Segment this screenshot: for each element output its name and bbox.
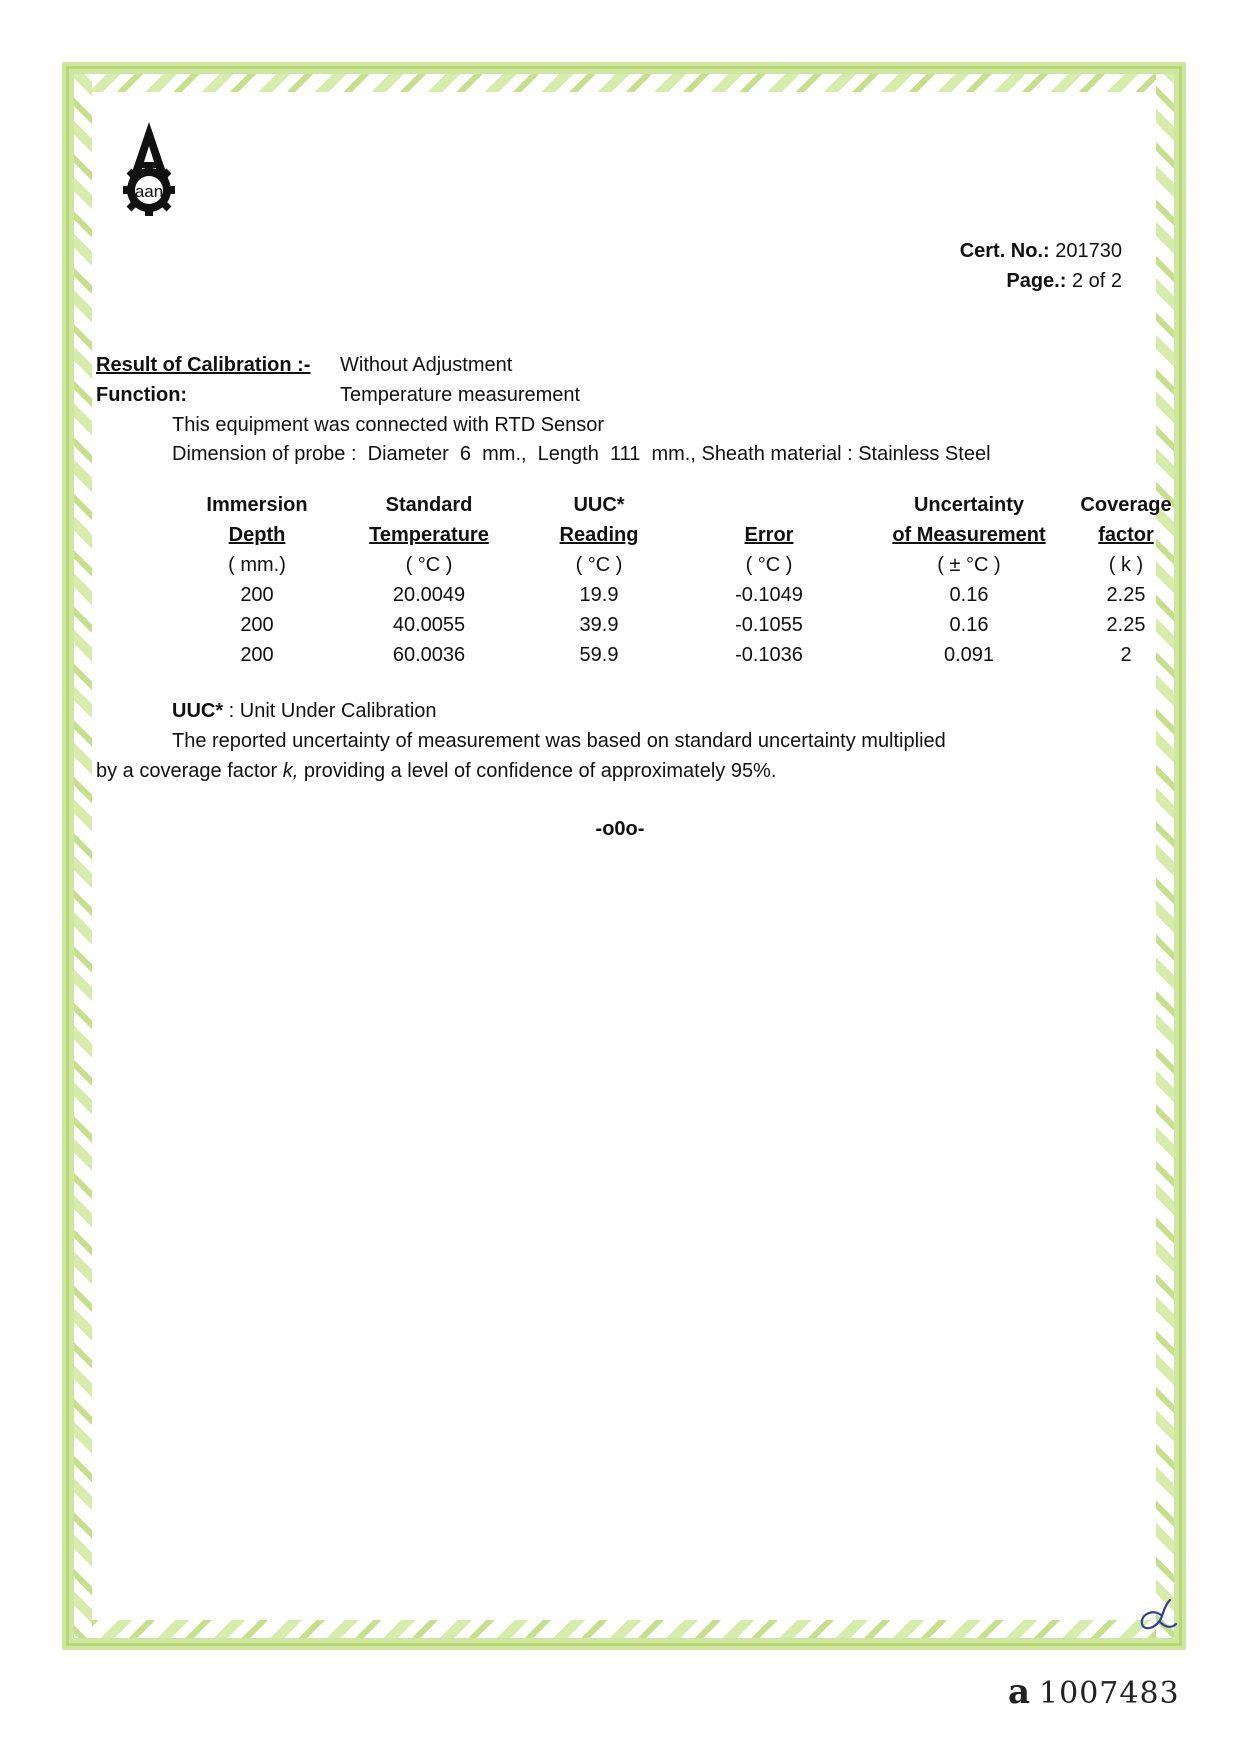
unit-cell: ( °C ) <box>405 553 453 576</box>
table-cell: 2.25 <box>1106 613 1146 636</box>
calibration-table <box>190 490 1188 670</box>
table-cell: 0.091 <box>943 643 995 666</box>
cert-no-line <box>960 236 1122 266</box>
table-cell: 0.16 <box>949 583 989 606</box>
page-value: 2 of 2 <box>1071 270 1122 292</box>
uncertainty-note-line-2 <box>96 760 776 783</box>
uncertainty-note-line-1: The reported uncertainty of measurement was based on standard uncertainty multiplied <box>172 730 946 752</box>
header-coverage: Coverage <box>1080 493 1172 516</box>
header-depth: Depth <box>228 523 286 546</box>
table-row <box>190 610 1188 640</box>
table-cell: 19.9 <box>579 583 619 606</box>
table-cell: 59.9 <box>579 643 619 666</box>
table-cell: 200 <box>240 613 274 636</box>
cert-no-value: 201730 <box>1055 240 1122 262</box>
header-reading: Reading <box>559 523 639 546</box>
table-row <box>190 640 1188 670</box>
table-cell: -0.1055 <box>735 613 803 636</box>
header-standard: Standard <box>385 493 473 516</box>
certificate-border <box>62 62 1186 1650</box>
table-cell: 40.0055 <box>392 613 466 636</box>
uuc-note-text: : Unit Under Calibration <box>223 700 437 722</box>
unit-cell: ( °C ) <box>575 553 623 576</box>
end-mark: -o0o- <box>595 818 645 840</box>
table-cell: 0.16 <box>949 613 989 636</box>
unit-cell: ( °C ) <box>745 553 793 576</box>
table-header-row-2 <box>190 520 1188 550</box>
note-text-b: providing a level of confidence of approximately 95%. <box>298 760 777 782</box>
table-cell: -0.1049 <box>735 583 803 606</box>
aan-logo-icon <box>112 120 186 216</box>
unit-cell: ( mm.) <box>228 553 286 576</box>
header-of-measurement: of Measurement <box>892 523 1046 546</box>
header-immersion: Immersion <box>206 493 308 516</box>
uuc-note-label: UUC* <box>172 700 224 722</box>
header-blank <box>664 490 874 520</box>
function-value: Temperature measurement <box>340 384 581 406</box>
handwritten-initials-icon <box>1132 1598 1178 1634</box>
connection-text: This equipment was connected with RTD Sensor <box>172 414 605 436</box>
table-row <box>190 580 1188 610</box>
table-cell: 20.0049 <box>392 583 466 606</box>
table-cell: 2 <box>1120 643 1132 666</box>
cert-info <box>960 236 1122 296</box>
header-factor: factor <box>1098 523 1154 546</box>
table-cell: -0.1036 <box>735 643 803 666</box>
unit-cell: ( ± °C ) <box>937 553 1001 576</box>
uuc-note <box>172 700 437 723</box>
table-cell: 200 <box>240 583 274 606</box>
table-cell: 39.9 <box>579 613 619 636</box>
logo-text: aan <box>134 182 164 201</box>
cert-no-label: Cert. No.: <box>959 240 1050 262</box>
probe-dimension-text: Dimension of probe : Diameter 6 mm., Length 111 mm., Sheath material : Stainless Steel <box>172 443 991 465</box>
table-cell: 60.0036 <box>392 643 466 666</box>
table-units-row <box>190 550 1188 580</box>
table-cell: 200 <box>240 643 274 666</box>
page-label: Page.: <box>1006 270 1067 292</box>
unit-cell: ( k ) <box>1108 553 1144 576</box>
serial-number <box>1008 1672 1180 1712</box>
serial-value: 1007483 <box>1039 1676 1180 1711</box>
result-value: Without Adjustment <box>340 354 513 376</box>
header-uuc: UUC* <box>573 493 625 516</box>
header-temperature: Temperature <box>369 523 489 546</box>
header-uncertainty: Uncertainty <box>913 493 1025 516</box>
note-k: k, <box>282 760 299 782</box>
result-label: Result of Calibration :- <box>96 354 311 376</box>
header-error: Error <box>744 523 794 546</box>
function-label: Function: <box>96 384 188 406</box>
page-line <box>960 266 1122 296</box>
note-text-a: by a coverage factor <box>96 760 283 782</box>
serial-prefix: a <box>1008 1672 1032 1712</box>
table-header-row-1 <box>190 490 1188 520</box>
table-cell: 2.25 <box>1106 583 1146 606</box>
